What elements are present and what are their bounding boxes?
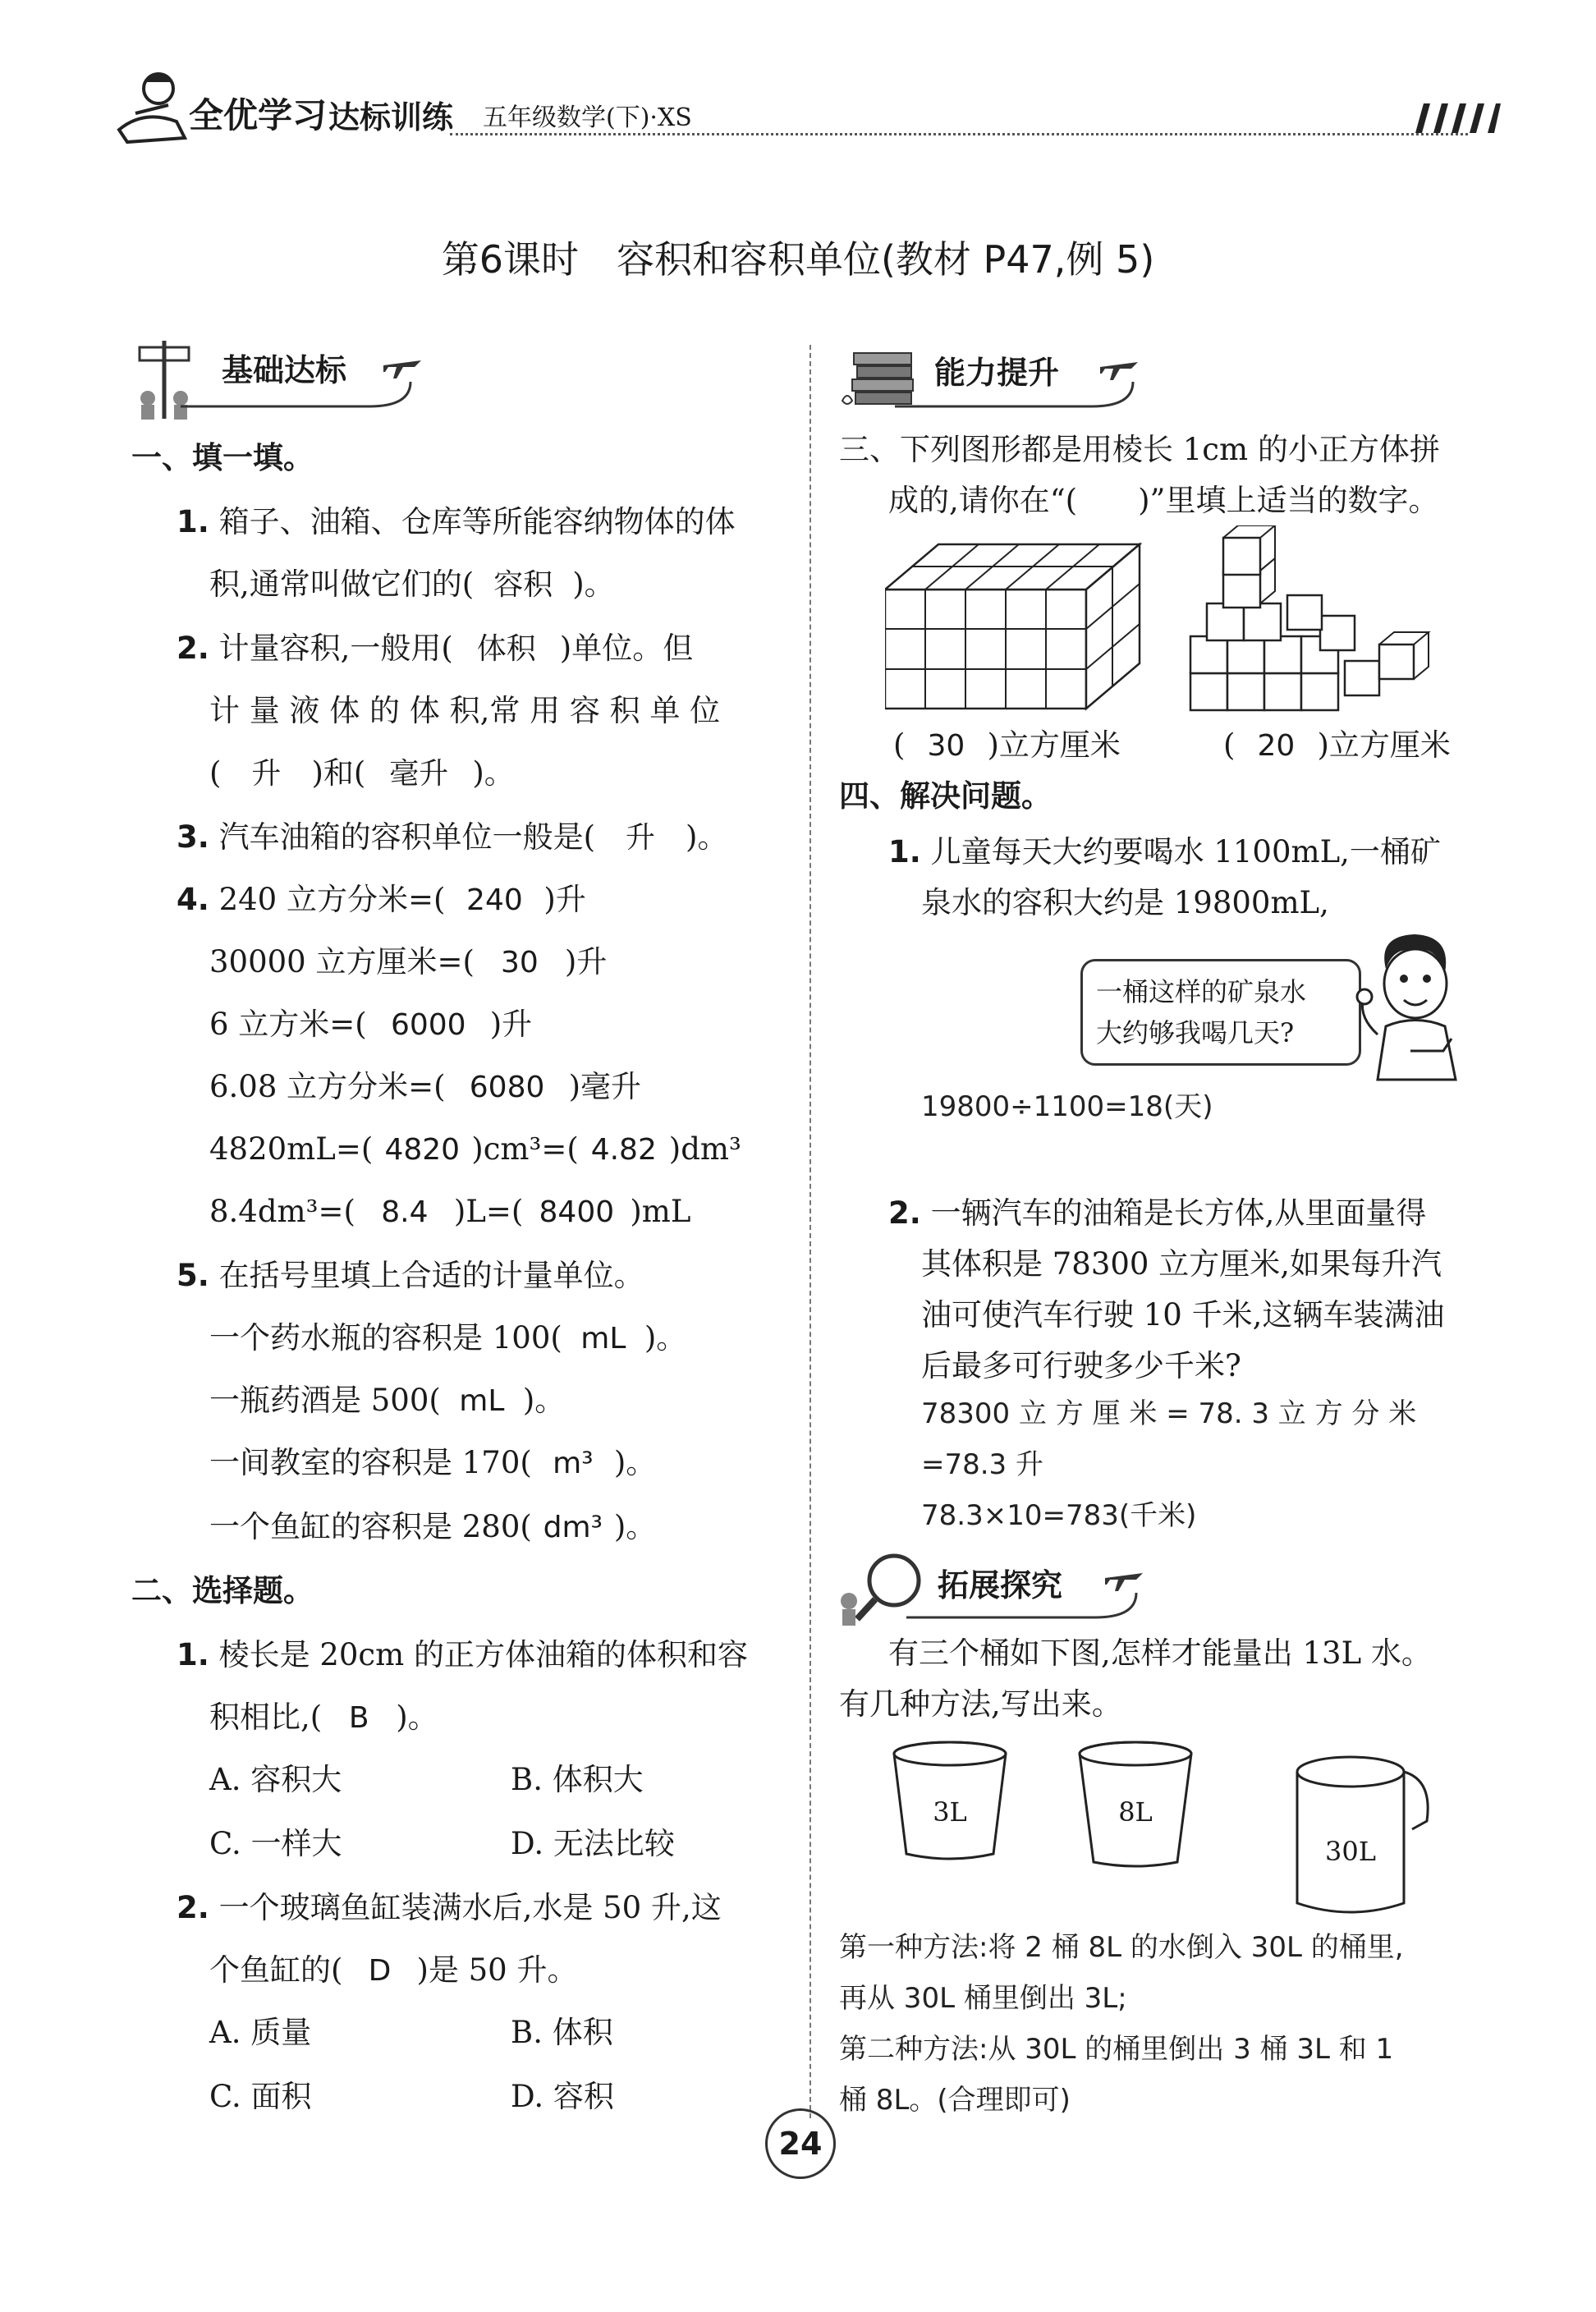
answer-text: 8400: [539, 1195, 615, 1229]
bucket-30l: [1289, 1739, 1437, 1920]
airplane-icon: [382, 349, 423, 382]
answer-text: 升: [626, 821, 656, 855]
fig2-answer-row: ( 20 )立方厘米: [1223, 727, 1451, 763]
ext-answer-line3: 第二种方法:从 30L 的桶里倒出 3 桶 3L 和 1: [839, 2033, 1394, 2066]
p4q1-work: 19800÷1100=18(天): [921, 1090, 1213, 1123]
ext-answer-line4: 桶 8L。(合理即可): [839, 2084, 1071, 2117]
header-stripes-decoration: [1412, 100, 1502, 140]
p4q2-line2: 其体积是 78300 立方厘米,如果每升汽: [921, 1246, 1442, 1282]
cube-figure-cuboid: [885, 540, 1148, 713]
q5-row3: 一间教室的容积是 170( m³ )。: [209, 1445, 657, 1480]
answer-text: 20: [1257, 729, 1296, 763]
q4-row2: 30000 立方厘米=( 30 )升: [209, 944, 608, 979]
bubble-line2: 大约够我喝几天?: [1096, 1017, 1295, 1048]
p4q1-line1: 1. 儿童每天大约要喝水 1100mL,一桶矿: [888, 834, 1441, 869]
part4-heading: 四、解决问题。: [839, 778, 1052, 814]
ext-answer-line1: 第一种方法:将 2 桶 8L 的水倒入 30L 的桶里,: [839, 1931, 1404, 1964]
bucket-3l-label: 3L: [933, 1796, 967, 1828]
ext-answer-line2: 再从 30L 桶里倒出 3L;: [839, 1982, 1127, 2015]
answer-text: 升: [251, 757, 282, 791]
mc1-option-b: B. 体积大: [511, 1762, 644, 1797]
column-divider: [809, 345, 811, 2118]
bubble-line1: 一桶这样的矿泉水: [1096, 976, 1307, 1007]
q5-row1: 一个药水瓶的容积是 100( mL )。: [209, 1320, 687, 1356]
boy-illustration: [1353, 928, 1476, 1084]
p4q2-work1: 78300 立 方 厘 米 = 78. 3 立 方 分 米: [921, 1397, 1417, 1430]
answer-text: mL: [459, 1384, 505, 1418]
bucket-30l-label: 30L: [1325, 1836, 1376, 1867]
answer-text: 6000: [390, 1008, 466, 1042]
mc2-option-b: B. 体积: [511, 2015, 613, 2050]
answer-text: mL: [580, 1322, 626, 1356]
section-extension-title: 拓展探究: [938, 1567, 1063, 1603]
mc2-option-a: A. 质量: [209, 2015, 312, 2050]
q5-prompt: 5. 在括号里填上合适的计量单位。: [177, 1258, 644, 1293]
answer-text: 30: [927, 729, 965, 763]
q2-line3: ( 升 )和( 毫升 )。: [209, 755, 515, 791]
q4-row3: 6 立方米=( 6000 )升: [209, 1007, 533, 1042]
answer-text: B: [348, 1701, 369, 1735]
section-basic-title: 基础达标: [222, 352, 347, 388]
fig1-answer-row: ( 30 )立方厘米: [893, 727, 1121, 763]
answer-text: 毫升: [389, 757, 449, 791]
q2-line2: 计 量 液 体 的 体 积,常 用 容 积 单 位: [209, 693, 721, 728]
section-basic: [131, 333, 427, 423]
q2-line1: 2. 计量容积,一般用( 体积 )单位。但: [177, 631, 694, 666]
q5-row2: 一瓶药酒是 500( mL )。: [209, 1383, 566, 1418]
p4q1-line2: 泉水的容积大约是 19800mL,: [921, 885, 1329, 920]
answer-text: 30: [501, 946, 539, 979]
mc1-line2: 积相比,( B )。: [209, 1700, 438, 1735]
p4q2-line4: 后最多可行驶多少千米?: [921, 1348, 1241, 1383]
header-logo: [111, 64, 193, 149]
mc1-line1: 1. 棱长是 20cm 的正方体油箱的体积和容: [177, 1637, 748, 1672]
part2-heading: 二、选择题。: [131, 1573, 314, 1608]
section-ability: [837, 333, 1149, 423]
q4-row5: 4820mL=( 4820 )cm³=( 4.82 )dm³: [209, 1131, 741, 1167]
answer-text: 4.82: [590, 1133, 657, 1167]
section-ability-title: 能力提升: [934, 355, 1060, 391]
answer-text: D: [368, 1954, 392, 1988]
q4-row4: 6.08 立方分米=( 6080 )毫升: [209, 1069, 642, 1104]
header-series: 达标训练: [328, 99, 454, 135]
mc2-option-c: C. 面积: [209, 2079, 312, 2114]
mc2-line2: 个鱼缸的( D )是 50 升。: [209, 1952, 578, 1988]
answer-text: 8.4: [381, 1195, 429, 1229]
q3-line: 3. 汽车油箱的容积单位一般是( 升 )。: [177, 819, 728, 855]
cube-figure-stairs: [1189, 525, 1452, 714]
answer-text: 4820: [384, 1133, 461, 1167]
page-number: 24: [765, 2108, 836, 2179]
mc2-option-d: D. 容积: [511, 2079, 614, 2114]
mc1-option-d: D. 无法比较: [511, 1826, 675, 1861]
part1-heading: 一、填一填。: [131, 440, 314, 475]
part3-heading-line2: 成的,请你在“( )”里填上适当的数字。: [888, 483, 1439, 518]
q4-row6: 8.4dm³=( 8.4 )L=( 8400 )mL: [209, 1194, 691, 1229]
ext-line2: 有几种方法,写出来。: [839, 1686, 1122, 1722]
p4q2-line1: 2. 一辆汽车的油箱是长方体,从里面量得: [888, 1195, 1427, 1231]
q5-row4: 一个鱼缸的容积是 280( dm³ )。: [209, 1509, 657, 1544]
airplane-icon: [1103, 1562, 1144, 1594]
mc2-line1: 2. 一个玻璃鱼缸装满水后,水是 50 升,这: [177, 1890, 722, 1925]
speech-bubble: [1080, 959, 1361, 1066]
p4q2-work3: 78.3×10=783(千米): [921, 1499, 1197, 1532]
answer-text: 容积: [493, 568, 553, 602]
section-extension: [832, 1544, 1161, 1634]
bucket-8l-label: 8L: [1118, 1796, 1153, 1828]
ext-line1: 有三个桶如下图,怎样才能量出 13L 水。: [888, 1635, 1432, 1671]
p4q2-line3: 油可使汽车行驶 10 千米,这辆车装满油: [921, 1297, 1445, 1333]
header-rule: [450, 133, 1468, 135]
header-grade: 五年级数学(下)·XS: [483, 103, 692, 132]
answer-text: m³: [553, 1447, 594, 1480]
q4-row1: 4. 240 立方分米=( 240 )升: [177, 882, 586, 917]
q1-line1: 1. 箱子、油箱、仓库等所能容纳物体的体: [177, 504, 736, 539]
answer-text: dm³: [543, 1511, 603, 1544]
mc1-option-c: C. 一样大: [209, 1826, 342, 1861]
header-brand: 全优学习: [189, 95, 328, 135]
q1-line2: 积,通常叫做它们的( 容积 )。: [209, 567, 615, 602]
answer-text: 体积: [476, 632, 536, 666]
lesson-title: 第6课时 容积和容积单位(教材 P47,例 5): [441, 237, 1155, 282]
part3-heading-line1: 三、下列图形都是用棱长 1cm 的小正方体拼: [839, 432, 1440, 467]
answer-text: 240: [466, 883, 523, 917]
mc1-option-a: A. 容积大: [209, 1762, 342, 1797]
p4q2-work2: =78.3 升: [921, 1448, 1043, 1481]
answer-text: 6080: [469, 1071, 545, 1104]
airplane-icon: [1098, 351, 1140, 383]
